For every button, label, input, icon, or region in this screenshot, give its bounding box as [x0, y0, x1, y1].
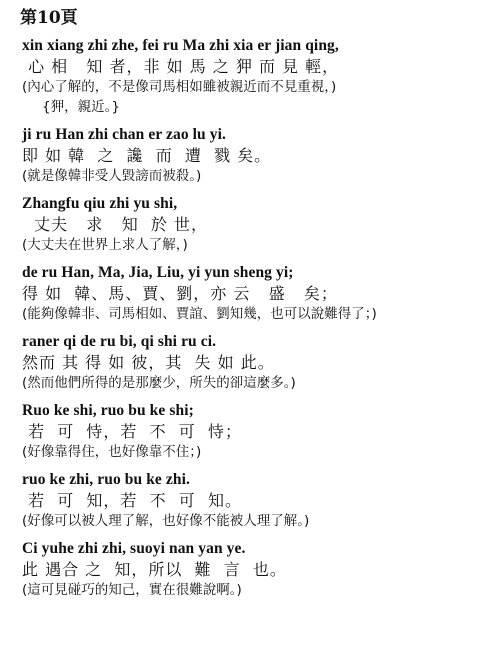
chinese-text-line: 然而 其 得 如 彼，其 失 如 此。	[22, 353, 275, 372]
translation-line: (好像可以被人理了解，也好像不能被人理了解。)	[22, 513, 310, 529]
pinyin-line: Ruo ke shi, ruo bu ke shi;	[22, 402, 194, 419]
chinese-text-line: 若 可 恃，若 不 可 恃；	[22, 422, 242, 441]
pinyin-line: ruo ke zhi, ruo bu ke zhi.	[22, 471, 190, 488]
translation-line: (大丈夫在世界上求人了解，)	[22, 237, 188, 253]
translation-line: (就是像韓非受人毀謗而被殺。)	[22, 168, 202, 184]
translation-line: (能夠像韓非、司馬相如、賈誼、劉知幾，也可以說難得了；)	[22, 306, 377, 322]
translation-line: (內心了解的，不是像司馬相如雖被親近而不見重視，)	[22, 79, 337, 95]
stanza-1	[22, 36, 488, 117]
pinyin-line: xin xiang zhi zhe, fei ru Ma zhi xia er jian qing,	[22, 37, 339, 54]
pinyin-line: ji ru Han zhi chan er zao lu yi.	[22, 126, 226, 143]
pinyin-line: raner qi de ru bi, qi shi ru ci.	[22, 333, 217, 350]
pinyin-line: Zhangfu qiu zhi yu shi,	[22, 195, 178, 212]
chinese-text-line: 此 遇合 之 知，所以 難 言 也。	[22, 560, 287, 579]
page-number-heading: 第10頁	[20, 8, 78, 28]
stanza-7	[22, 470, 488, 531]
chinese-text-line: 得 如 韓、馬、賈、劉，亦 云 盛 矣；	[22, 284, 338, 303]
stanza-6	[22, 401, 488, 462]
chinese-text-line: 心 相 知 者，非 如 馬 之 狎 而 見 輕，	[22, 57, 340, 76]
translation-line: (然而他們所得的是那麼少，所失的卻這麼多。)	[22, 375, 296, 391]
pinyin-line: de ru Han, Ma, Jia, Liu, yi yun sheng yi;	[22, 264, 294, 281]
annotation-note: {狎，親近。}	[42, 99, 120, 115]
stanza-4	[22, 263, 488, 324]
translation-line: (好像靠得住，也好像靠不住；)	[22, 444, 202, 460]
chinese-text-line: 即 如 韓 之 讒 而 遭 戮 矣。	[22, 146, 272, 165]
stanza-5	[22, 332, 488, 393]
stanza-8	[22, 539, 488, 600]
stanza-3	[22, 194, 488, 255]
chinese-text-line: 若 可 知，若 不 可 知。	[22, 491, 242, 510]
stanza-2	[22, 125, 488, 186]
translation-line: (這可見碰巧的知己，實在很難說啊。)	[22, 582, 242, 598]
pinyin-line: Ci yuhe zhi zhi, suoyi nan yan ye.	[22, 540, 246, 557]
chinese-text-line: 丈夫 求 知 於 世，	[22, 215, 208, 234]
